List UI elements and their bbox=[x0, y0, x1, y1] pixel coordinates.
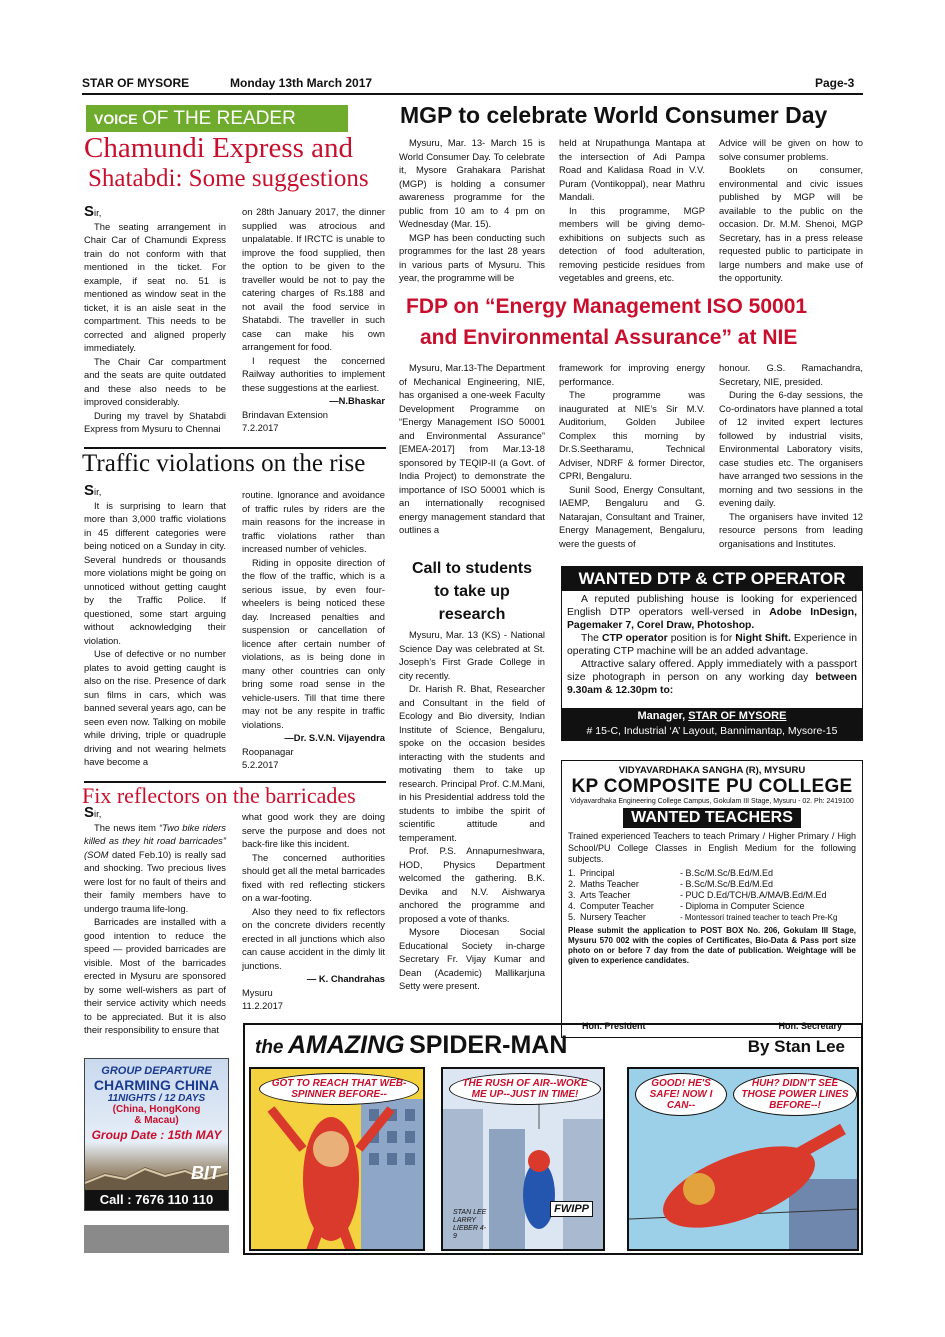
kp-wanted: WANTED TEACHERS bbox=[623, 808, 801, 828]
comic-title-spiderman: SPIDER-MAN bbox=[409, 1031, 568, 1059]
dtp-ad-body: A reputed publishing house is looking for experienced English DTP operators well-versed in Adobe InDesign, Pagemaker 7, Corel Draw, Photoshop. The CTP operator position is for Night Shift. Experience in operating CTP machine will be an added advantage. Attractive salary offered. Apply immediately with a passport size photograph in person on any working day between 9.30am & 12.30pm to: bbox=[567, 594, 857, 696]
letter2-p1: It is surprising to learn that more than 3,000 traffic violations in 45 different categories were being noticed on a Sunday in city. Several hundreds or thousands more violations might be going on unnoticed without getting caught by the Traffic Police. If questioned, some start arguing without acknowledging their violation. bbox=[84, 499, 226, 646]
fdp-p1: Mysuru, Mar.13-The Department of Mechanical Engineering, NIE, has organised a one-week Faculty Development Programme on “Energy Management ISO 50001 and Environmental Assurance” [EMEA-2017] from Mar.13-18 sponsored by TEQIP-II (a Govt. of India Project) to demonstrate the importance of ISO 50001 which is an internationally recognised energy management standard that outlines a bbox=[399, 362, 545, 535]
mgp-col2 bbox=[559, 136, 705, 285]
comic-byline: By Stan Lee bbox=[747, 1037, 845, 1056]
fdp-p3: The programme was inaugurated at NIE’s Sir M.V. Auditorium, Golden Jubilee Complex this morning by Dr.S.Seetharamu, Technical Adviser, NDRF & former Director, CPRI, Bengaluru. bbox=[559, 389, 705, 481]
china-ad-l5: & Macau) bbox=[134, 1115, 179, 1126]
kp-address: Vidyavardhaka Engineering College Campus, Gokulam III Stage, Mysuru - 02. Ph: 2419100 bbox=[570, 798, 854, 805]
voice-tag: VOICE bbox=[94, 111, 138, 127]
dtp-ad-address: # 15-C, Industrial ‘A’ Layout, Bannimantap, Mysore-15 bbox=[586, 725, 838, 737]
students-p1: Mysuru, Mar. 13 (KS) - National Science Day was celebrated at St. Joseph’s First Grade College in city recently. bbox=[399, 629, 545, 681]
speech-bubble-4: HUH? DIDN'T SEE THOSE POWER LINES BEFORE--! bbox=[733, 1073, 857, 1116]
letter3-title: Fix reflectors on the barricades bbox=[82, 783, 356, 808]
letter2-sir: ir, bbox=[94, 486, 102, 497]
kp-intro: Trained experienced Teachers to teach Primary / Higher Primary / High School/PU College Classes in English Medium for the following subjects. bbox=[568, 831, 856, 864]
china-ad-call[interactable]: Call : 7676 110 110 bbox=[85, 1190, 228, 1210]
letter2-signature: —Dr. S.V.N. Vijayendra bbox=[284, 732, 385, 743]
letter1-col2 bbox=[242, 205, 385, 435]
mgp-p6: Booklets on consumer, environmental and civic issues published by MGP will be available to the public on the occasion. Dr. M.M. Shenoi, MGP Secretary, has in a press release requested public to participate in large numbers and make use of the opportunity. bbox=[719, 164, 863, 283]
letter3-p5: Also they need to fix reflectors on the concrete dividers recently erected in all junctions which also can cause accident in the dimly lit junctions. bbox=[242, 905, 385, 971]
letter1-title-2: Shatabdi: Some suggestions bbox=[88, 165, 369, 192]
masthead-page: Page-3 bbox=[815, 76, 855, 90]
china-ad-l2: CHARMING CHINA bbox=[93, 1077, 220, 1093]
letter3-place: Mysuru bbox=[242, 986, 273, 998]
china-ad-l3: 11NIGHTS / 12 DAYS bbox=[107, 1093, 206, 1104]
fdp-title-1: FDP on “Energy Management ISO 50001 bbox=[406, 295, 808, 318]
mgp-col1 bbox=[399, 136, 545, 285]
letter3-col1: Sir, The news item “Two bike riders killed as they hit road barricades” (SOM dated Feb.10) is really sad and shocking. Two precious lives were lost for no fault of theirs and their family members have to undergo trauma life-long. Barricades are installed with a good intention to reduce the speed — provided barricades are visible. Most of the barricades erected in Mysuru are sponsored by some well-wishers as part of their service activity which needs to be appreciated. But it is also their responsibility to ensure that bbox=[84, 804, 226, 1035]
masthead-paper: STAR OF MYSORE bbox=[82, 76, 190, 90]
fdp-col1 bbox=[399, 361, 545, 537]
letter2-p4: Riding in opposite direction of the flow of the traffic, which is a serious issue, by even four-wheelers is being noticed these day. Increased penalties and suspension or cancellation of licence after certain number of violations, as is being done in many other countries can only bring some road sense in the vehicle-users. Till that time there may not be any respite in traffic violations. bbox=[242, 556, 385, 730]
letter1-signature: —N.Bhaskar bbox=[329, 395, 385, 406]
letter2-date: 5.2.2017 bbox=[242, 759, 279, 770]
grey-filler-block bbox=[84, 1225, 229, 1253]
comic-strip bbox=[243, 1023, 863, 1255]
letter3-p3: what good work they are doing serve the purpose and does not back-fire like this incident. bbox=[242, 811, 385, 849]
masthead-date: Monday 13th March 2017 bbox=[230, 76, 373, 90]
letter1-p4: on 28th January 2017, the dinner supplied was atrocious and unpalatable. If IRCTC is unable to improve the food supplied, then the option to be given to the traveller would be not to pay the catering charges of Rs.188 and not avail the food service in Shatabdi. The traveller in such case can make his own arrangement for food. bbox=[242, 206, 385, 352]
china-ad-l1: GROUP DEPARTURE bbox=[101, 1065, 212, 1077]
kp-posts bbox=[568, 868, 856, 923]
kp-sign-secretary: Hon. Secretary bbox=[778, 1021, 842, 1031]
letter1-p5: I request the concerned Railway authorities to implement these suggestions at the earliest. bbox=[242, 354, 385, 393]
kp-note: Please submit the application to POST BOX No. 206, Gokulam III Stage, Mysuru 570 002 with the copies of Certificates, Bio-Data & Pass port size photo on or before 7 day from the date of publication. Weightage will be given to experience candidates. bbox=[568, 925, 856, 965]
letter1-date: 7.2.2017 bbox=[242, 422, 279, 433]
china-ad bbox=[84, 1058, 229, 1211]
letter1-p3: During my travel by Shatabdi Express from Mysuru to Chennai bbox=[84, 409, 226, 434]
letter2-place: Roopanagar bbox=[242, 745, 294, 757]
fdp-p7: The organisers have invited 12 resource persons from leading organisations and Institutes. bbox=[719, 510, 863, 549]
letter1-title-1: Chamundi Express and bbox=[84, 132, 354, 164]
comic-panel-3 bbox=[627, 1067, 859, 1251]
dtp-ad-footer: Manager, STAR OF MYSORE # 15-C, Industrial ‘A’ Layout, Bannimantap, Mysore-15 bbox=[562, 708, 862, 740]
students-body bbox=[399, 628, 545, 993]
comic-title bbox=[255, 1031, 567, 1060]
letter2-col1: Sir, It is surprising to learn that more than 3,000 traffic violations in 45 different categories were being noticed on a Sunday in city. Several hundreds or thousands more violations might be going on unnoticed without getting caught by the Traffic Police. If questioned, some start arguing without acknowledging their violation. Use of defective or no number plates to avoid getting caught is also on the rise. Presence of dark sun films in cars, which was banned several years ago, can be seen even now. Talking on mobile while driving, triple or quadruple driving and not wearing helmets have become a bbox=[84, 482, 226, 767]
speech-bubble-1: GOT TO REACH THAT WEB-SPINNER BEFORE-- bbox=[259, 1073, 419, 1105]
china-ad-l6: Group Date : 15th MAY bbox=[91, 1128, 222, 1142]
voice-banner bbox=[86, 105, 348, 132]
header-rule bbox=[82, 93, 863, 95]
letter3-p2: Barricades are installed with a good intention to reduce the speed — provided barricades are visible. Most of the barricades erected in Mysuru are sponsored by some well-wishers as part of their service activity which needs to be appreciated. But it is also their responsibility to ensure that bbox=[84, 916, 226, 1035]
letter2-p2: Use of defective or no number plates to avoid getting caught is also on the rise. Presence of dark sun films in cars, which was banned several years ago, can be seen even now. Talking on mobile while driving, triple or quadruple driving and not wearing helmets have become a bbox=[84, 648, 226, 767]
comic-title-the: the bbox=[255, 1037, 284, 1058]
kp-sign-president: Hon. President bbox=[582, 1021, 646, 1031]
mgp-p3: held at Nrupathunga Mantapa at the intersection of Adi Pampa Road and Kalidasa Road in V.V. Puram (Vontikoppal), near Mathru Mandali. bbox=[559, 137, 705, 202]
artist-credit: STAN LEE LARRY LIEBER 4-9 bbox=[453, 1209, 487, 1240]
students-title: Call to students to take up research bbox=[411, 560, 532, 623]
fdp-col2 bbox=[559, 361, 705, 550]
china-ad-l4: (China, HongKong bbox=[112, 1104, 201, 1115]
dtp-ad-title: WANTED DTP & CTP OPERATOR bbox=[562, 567, 862, 591]
kp-college-name: KP COMPOSITE PU COLLEGE bbox=[571, 776, 853, 797]
kp-post-row: 3. Arts Teacher - PUC D.Ed/TCH/B.A/MA/B.Ed/M.Ed bbox=[568, 889, 827, 900]
letter3-sir: ir, bbox=[94, 808, 102, 819]
fdp-title-2: and Environmental Assurance” at NIE bbox=[420, 326, 798, 349]
mgp-p5: Advice will be given on how to solve consumer problems. bbox=[719, 137, 863, 162]
letter1-divider bbox=[84, 447, 386, 449]
fdp-p4: Sunil Sood, Energy Consultant, IAEMP, Bengaluru and G. Natarajan, Consultant and Trainer, Energy Management, Bengaluru, were the guests of bbox=[559, 483, 705, 549]
letter3-col2 bbox=[242, 810, 385, 1013]
letter3-signature: — K. Chandrahas bbox=[306, 973, 385, 984]
fdp-col3 bbox=[719, 361, 863, 550]
letter1-col1: Sir, The seating arrangement in Chair Car of Chamundi Express train do not conform with that mentioned in the ticket. For example, if seat no. 51 is mentioned as window seat in the ticket, it is an aisle seat in the compartment. This needs to be corrected and aligned properly immediately. The Chair Car compartment and the seats are quite outdated and these also needs to be improved considerably. During my travel by Shatabdi Express from Mysuru to Chennai bbox=[84, 203, 226, 434]
letter2-col2 bbox=[242, 488, 385, 772]
letter3-quote: “Two bike riders killed as they hit road barricades” bbox=[84, 821, 226, 846]
letter3-p4: The concerned authorities should get all the metal barricades fixed with red reflecting stickers on a war-footing. bbox=[242, 851, 385, 903]
letter2-title: Traffic violations on the rise bbox=[82, 450, 366, 477]
fdp-p6: During the 6-day sessions, the Co-ordinators have planned a total of 12 invited expert lectures followed by industrial visits, Environmental Laboratory visits, case studies etc. The organisers have arranged two sessions in the morning and two sessions in the evening daily. bbox=[719, 389, 863, 508]
students-p3: Prof. P.S. Annapurneshwara, HOD, Physics Department welcomed the gathering. B.K. Devika and N.V. Aishwarya anchored the programme and proposed a vote of thanks. bbox=[399, 845, 545, 924]
kp-post-row: 5. Nursery Teacher - Montessori trained teacher to teach Pre-Kg bbox=[568, 911, 838, 922]
china-ad-brand: BIT bbox=[191, 1163, 220, 1183]
mgp-col3 bbox=[719, 136, 863, 285]
mgp-title: MGP to celebrate World Consumer Day bbox=[400, 102, 828, 128]
mgp-p1: Mysuru, Mar. 13- March 15 is World Consumer Day. To celebrate it, Mysore Grahakara Parishat (MGP) is holding a consumer awareness programme for the public from 10 am to 4 pm on Wednesday (Mar. 15). bbox=[399, 137, 545, 229]
students-p2: Dr. Harish R. Bhat, Researcher and Consultant in the field of Ecology and Bio diversity, Indian Institute of Science, Bengaluru, spoke on the occasion besides interacting with the students and motivating them to take up research. Principal Prof. C.M.Mani, in his Presidential address told the students to imbibe the spirit of scientific attitude and temperament. bbox=[399, 683, 545, 843]
comic-panel-1 bbox=[249, 1067, 425, 1251]
letter1-p2: The Chair Car compartment and the seats are quite outdated and these also needs to be improved considerably. bbox=[84, 355, 226, 407]
fdp-p2: framework for improving energy performance. bbox=[559, 362, 705, 387]
letter2-p3: routine. Ignorance and avoidance of traffic rules by riders are the main reasons for the increase in traffic violations rather than increased number of vehicles. bbox=[242, 489, 385, 554]
letter3-date: 11.2.2017 bbox=[242, 1000, 284, 1011]
comic-title-amazing: AMAZING bbox=[287, 1031, 405, 1059]
voice-sub: OF THE READER bbox=[142, 108, 296, 129]
dtp-ad bbox=[561, 566, 863, 741]
letter1-p1: The seating arrangement in Chair Car of Chamundi Express train do not conform with that mentioned in the ticket. For example, if seat no. 51 is mentioned as window seat in the ticket, it is an aisle seat in the compartment. This needs to be corrected and aligned properly immediately. bbox=[84, 220, 226, 353]
kp-post-row: 2. Maths Teacher - B.Sc/M.Sc/B.Ed/M.Ed bbox=[568, 878, 774, 889]
kp-post-row: 1. Principal - B.Sc/M.Sc/B.Ed/M.Ed bbox=[568, 867, 774, 878]
students-p4: Mysore Diocesan Social Educational Society in-charge Secretary Fr. Vijay Kumar and Dean (Academic) Mallikarjuna Setty were present. bbox=[399, 926, 545, 991]
mgp-p2: MGP has been conducting such programmes for the last 28 years in various parts of Mysuru. This year, the programme will be bbox=[399, 231, 545, 283]
speech-bubble-3: GOOD! HE'S SAFE! NOW I CAN-- bbox=[635, 1073, 727, 1116]
kp-post-row: 4. Computer Teacher - Diploma in Computer Science bbox=[568, 900, 805, 911]
comic-sfx: FWIPP bbox=[550, 1201, 593, 1217]
letter1-sir: ir, bbox=[94, 207, 102, 218]
fdp-p5: honour. G.S. Ramachandra, Secretary, NIE, presided. bbox=[719, 362, 863, 387]
kp-college-ad bbox=[561, 760, 863, 1038]
speech-bubble-2: THE RUSH OF AIR--WOKE ME UP--JUST IN TIME! bbox=[449, 1073, 601, 1105]
mgp-p4: In this programme, MGP members will be giving demo-exhibitions on subjects such as detection of food adulteration, removing pesticide residues from vegetables and greens, etc. bbox=[559, 204, 705, 283]
comic-panel-2 bbox=[441, 1067, 605, 1251]
letter1-place: Brindavan Extension bbox=[242, 408, 328, 420]
kp-org: VIDYAVARDHAKA SANGHA (R), MYSURU bbox=[618, 765, 806, 776]
